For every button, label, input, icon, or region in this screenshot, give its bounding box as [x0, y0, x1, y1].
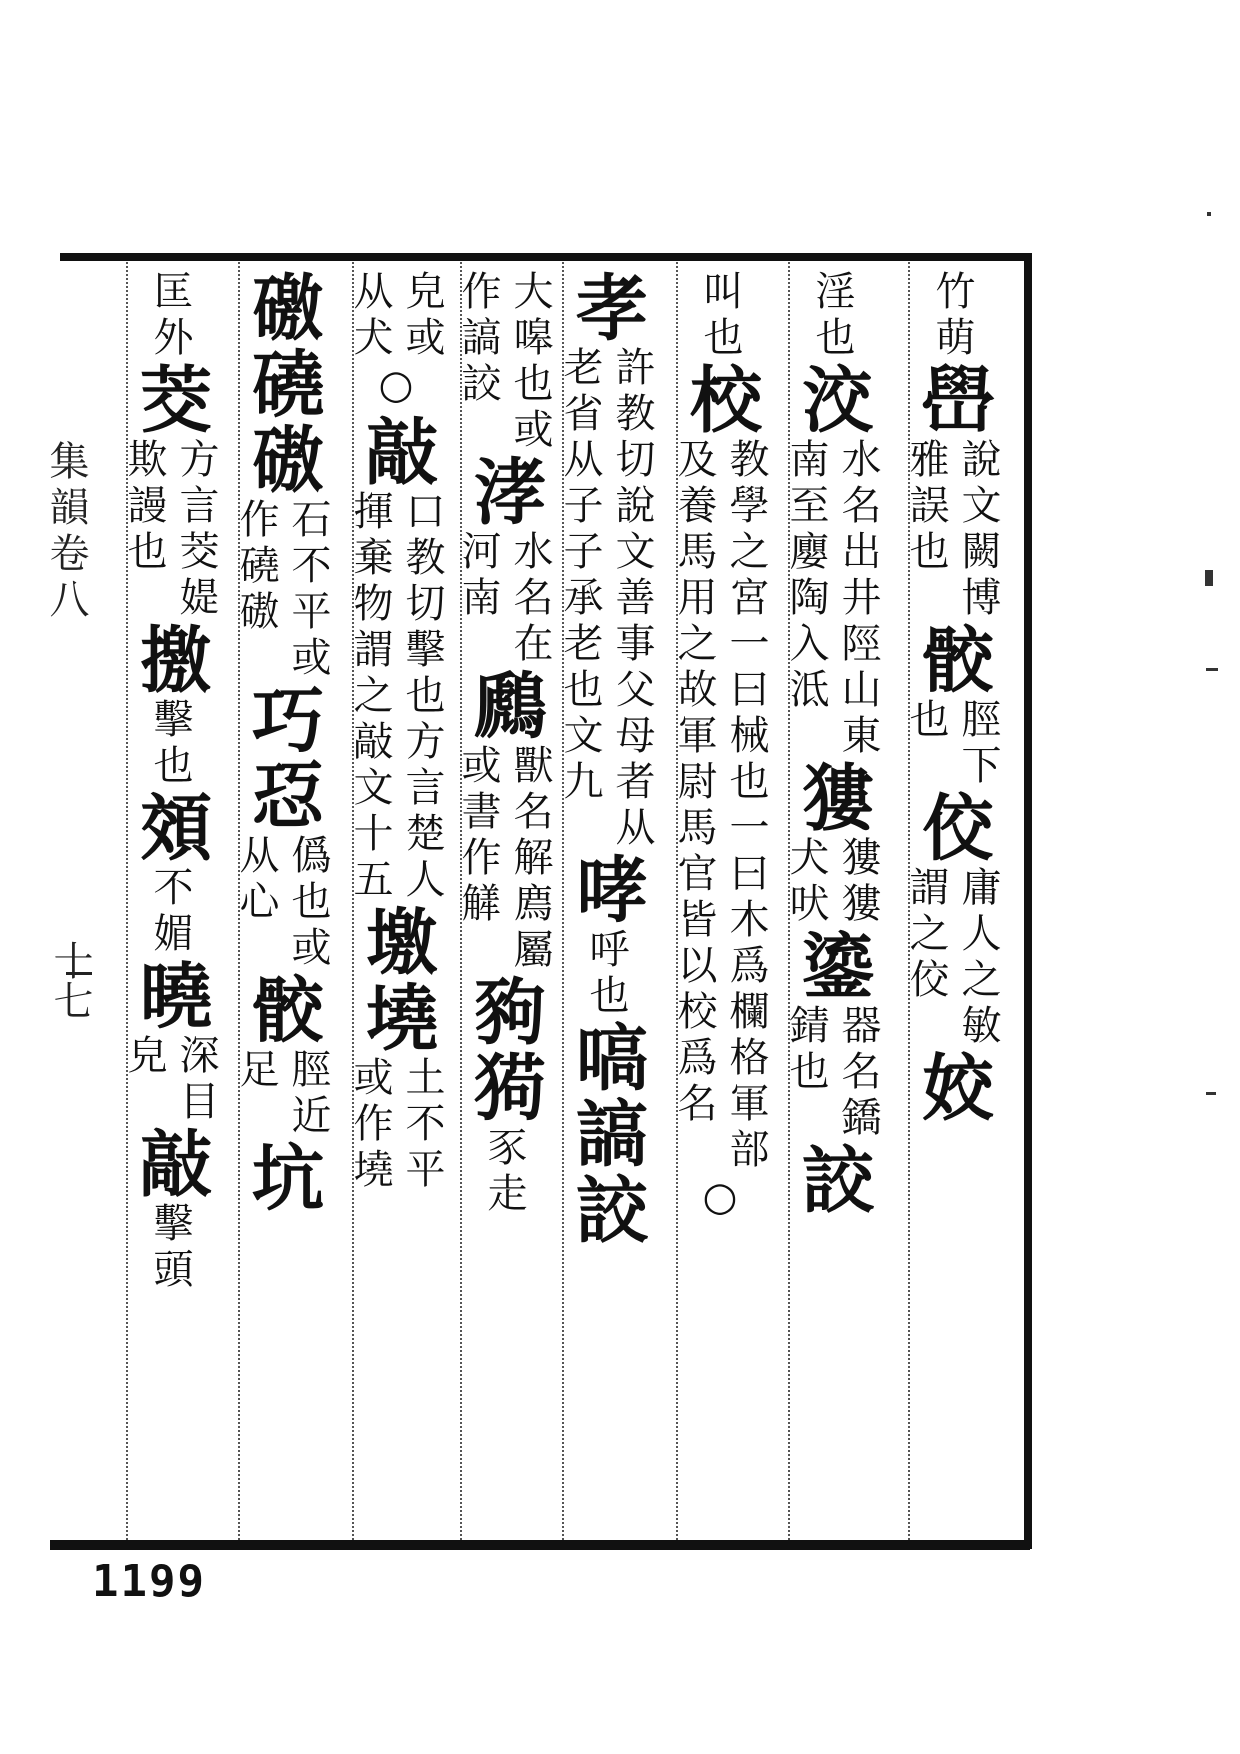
headword: 骹	[240, 972, 325, 1048]
gloss-text: 大嗥也或作謞詨	[455, 270, 553, 454]
gloss-text: 僞也或从心	[233, 834, 331, 972]
headword: 墽墝	[354, 904, 439, 1056]
headword: 礉磽磝	[240, 270, 325, 498]
headword: 涍	[462, 454, 547, 530]
headword: 㺏	[790, 760, 875, 836]
gloss-text: 脛下也	[903, 698, 1001, 790]
gloss-text: 擊頭	[147, 1202, 193, 1294]
headword: 敲	[128, 1126, 213, 1202]
headword: 哮	[564, 852, 649, 928]
frame-top-rule	[60, 253, 1032, 261]
gloss-text: 水名出井陘山東南至廮陶入泜	[783, 438, 881, 760]
headword: 洨	[790, 362, 875, 438]
headword: 豞㺃	[462, 974, 547, 1126]
gloss-text: 呼也	[583, 928, 629, 1020]
gloss-text: 器名鐈錆也	[783, 1004, 881, 1142]
gloss-text: 擊也	[147, 698, 193, 790]
gloss-text: 口教切擊也方言楚人揮棄物謂之敲文十五	[347, 490, 445, 904]
headword: 坑	[240, 1140, 325, 1216]
headword: 頝	[128, 790, 213, 866]
frame-bottom-rule	[50, 1540, 1030, 1550]
gloss-text: 教學之宮一曰械也一曰木爲欄格軍部及養馬用之故軍尉馬官皆以校爲名	[671, 438, 769, 1174]
margin-leaf-number: 十七	[47, 940, 93, 1020]
gloss-text: 叫也	[697, 270, 743, 362]
gloss-text: 竹萌	[929, 270, 975, 362]
headword: 骹	[910, 622, 995, 698]
headword: 嗃謞詨	[564, 1020, 649, 1248]
gloss-text: 㺏㺏犬吠	[783, 836, 881, 928]
gloss-text: 豕走	[481, 1126, 527, 1218]
headword: 孝	[564, 270, 649, 346]
headword: 校	[678, 362, 763, 438]
gloss-text: 皃或从犬	[347, 270, 445, 362]
page-number: 1199	[92, 1556, 206, 1607]
gloss-text: 深目皃	[121, 1034, 219, 1126]
gloss-text: 水名在河南	[455, 530, 553, 668]
gloss-text: 石不平或作磽磝	[233, 498, 331, 682]
headword: 撽	[128, 622, 213, 698]
text-column-3	[666, 270, 774, 1532]
scan-speck	[1205, 570, 1213, 586]
gloss-text: 脛近足	[233, 1048, 331, 1140]
text-column-5	[450, 270, 558, 1532]
headword: 茭	[128, 362, 213, 438]
headword: 詨	[790, 1142, 875, 1218]
text-column-6	[342, 270, 450, 1532]
text-column-1	[898, 270, 1006, 1532]
gloss-text: 土不平或作墝	[347, 1056, 445, 1194]
headword: 曉	[128, 958, 213, 1034]
headword: 佼	[910, 790, 995, 866]
text-column-2	[778, 270, 886, 1532]
gloss-text: 許教切說文善事父母者从老省从子子承老也文九	[557, 346, 655, 852]
scan-speck	[1206, 1092, 1216, 1095]
headword: 敲	[354, 414, 439, 490]
headword: 嶨	[910, 362, 995, 438]
scan-speck	[1206, 668, 1218, 671]
scan-speck	[1207, 212, 1211, 216]
gloss-text: 方言茭媞欺謾也	[121, 438, 219, 622]
gloss-text: 獸名解廌屬或書作觲	[455, 744, 553, 974]
headword: 鷉	[462, 668, 547, 744]
gloss-text: 說文闕博雅誤也	[903, 438, 1001, 622]
gloss-text: 匡外	[147, 270, 193, 362]
gloss-text: ○	[697, 1174, 743, 1226]
headword: 姣	[910, 1050, 995, 1126]
gloss-text: 庸人之敏謂之佼	[903, 866, 1001, 1050]
headword: 巧㤍	[240, 682, 325, 834]
gloss-text: 淫也	[809, 270, 855, 362]
text-column-7	[228, 270, 336, 1532]
gloss-text: 不媚	[147, 866, 193, 958]
text-column-4	[552, 270, 660, 1532]
gloss-text: ○	[373, 362, 419, 414]
margin-book-title: 集韻卷八	[43, 440, 89, 624]
frame-right-rule	[1024, 253, 1032, 1549]
headword: 鎏	[790, 928, 875, 1004]
text-column-8	[116, 270, 224, 1532]
